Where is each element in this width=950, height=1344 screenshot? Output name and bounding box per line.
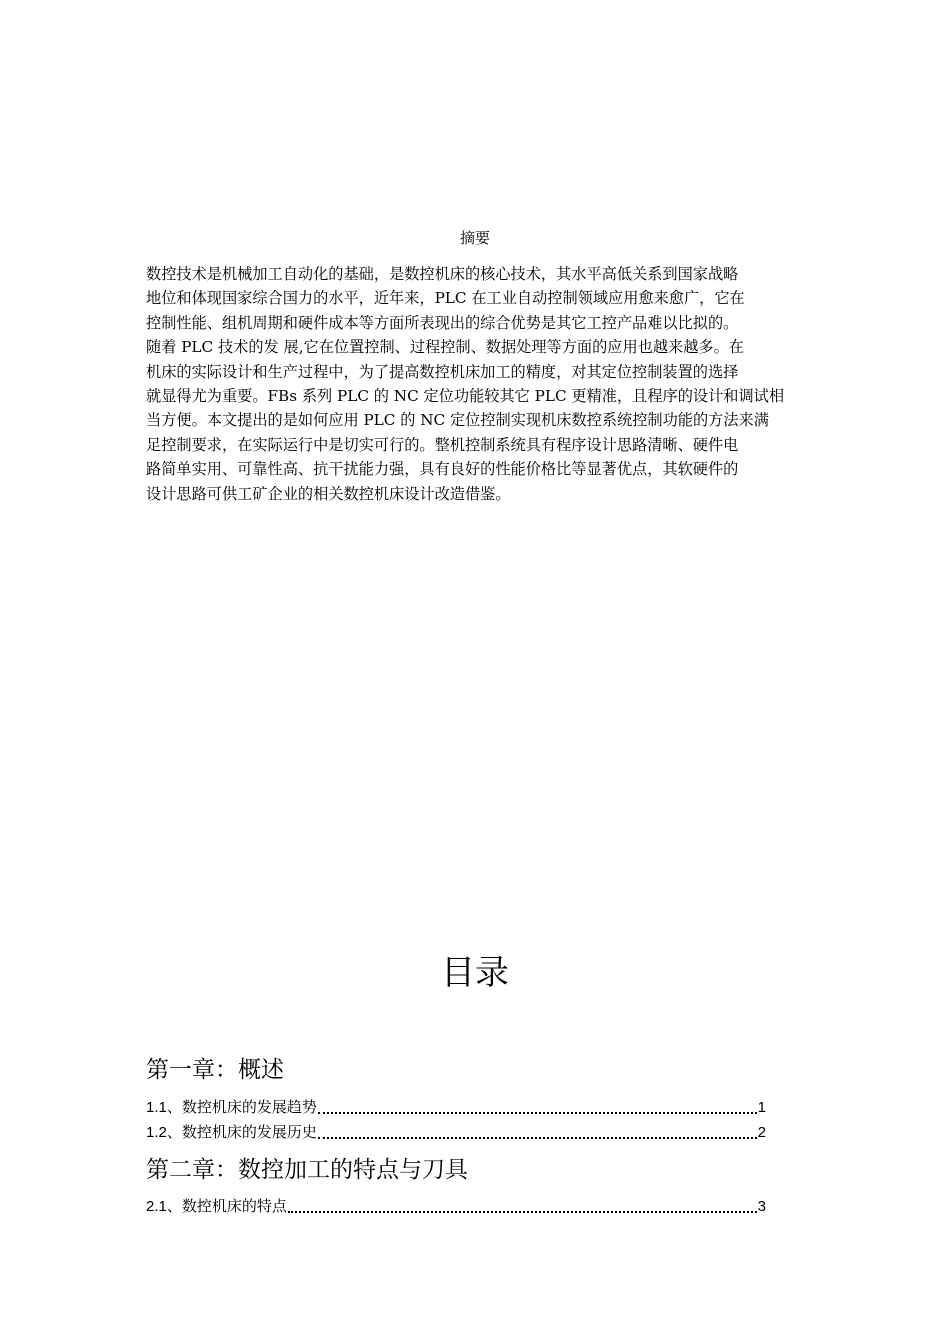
toc-leader-dots — [318, 1137, 757, 1139]
chapter-1-heading: 第一章：概述 — [146, 1057, 284, 1083]
toc-leader-dots — [318, 1112, 757, 1114]
chapter-2-heading: 第二章：数控加工的特点与刀具 — [146, 1157, 468, 1183]
abstract-line: 地位和体现国家综合国力的水平，近年来，PLC 在工业自动控制领域应用愈来愈广，它在 — [146, 289, 745, 308]
toc-entry-label: 1.1、数控机床的发展趋势 — [146, 1099, 317, 1116]
abstract-line: 当方便。本文提出的是如何应用 PLC 的 NC 定位控制实现机床数控系统控制功能的方法来满 — [146, 411, 769, 430]
abstract-title: 摘要 — [459, 229, 490, 247]
toc-title: 目录 — [441, 953, 509, 993]
toc-entry-page: 1 — [757, 1099, 766, 1116]
abstract-line: 足控制要求，在实际运行中是切实可行的。整机控制系统具有程序设计思路清晰、硬件电 — [146, 435, 739, 454]
toc-entry-1-2[interactable] — [146, 1122, 766, 1144]
abstract-line: 机床的实际设计和生产过程中，为了提高数控机床加工的精度，对其定位控制装置的选择 — [146, 362, 739, 381]
abstract-line: 数控技术是机械加工自动化的基础，是数控机床的核心技术，其水平高低关系到国家战略 — [146, 265, 739, 283]
toc-entry-2-1[interactable] — [146, 1196, 766, 1218]
abstract-line: 路简单实用、可靠性高、抗干扰能力强，具有良好的性能价格比等显著优点，其软硬件的 — [146, 460, 739, 479]
toc-leader-dots — [288, 1211, 757, 1213]
abstract-line: 就显得尤为重要。FBs 系列 PLC 的 NC 定位功能较其它 PLC 更精准，且程序的设计和调试相 — [146, 387, 785, 406]
toc-entry-page: 2 — [757, 1124, 766, 1141]
toc-entry-label: 1.2、数控机床的发展历史 — [146, 1124, 317, 1141]
toc-entry-1-1[interactable] — [146, 1097, 766, 1119]
toc-entry-page: 3 — [757, 1198, 766, 1215]
abstract-line: 设计思路可供工矿企业的相关数控机床设计改造借鉴。 — [146, 484, 511, 503]
abstract-line: 控制性能、组机周期和硬件成本等方面所表现出的综合优势是其它工控产品难以比拟的。 — [146, 313, 739, 332]
toc-entry-label: 2.1、数控机床的特点 — [146, 1198, 287, 1215]
abstract-body — [146, 262, 806, 506]
abstract-line: 随着 PLC 技术的发 展,它在位置控制、过程控制、数据处理等方面的应用也越来越多。在 — [146, 338, 744, 357]
